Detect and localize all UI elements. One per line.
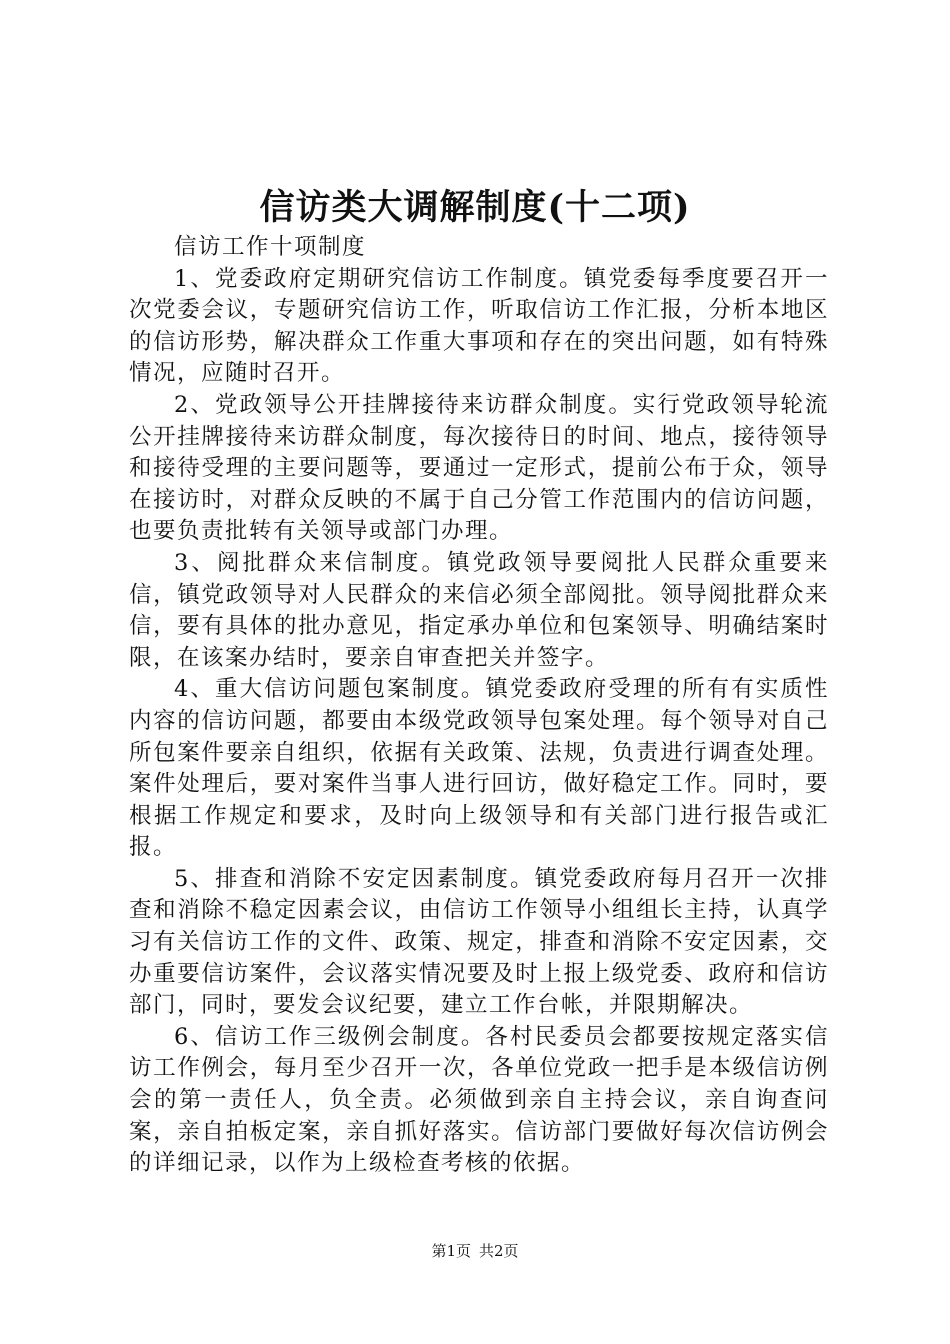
paragraph-2: 2、党政领导公开挂牌接待来访群众制度。实行党政领导轮流公开挂牌接待来访群众制度，每次接待日的时间、地点，接待领导和接待受理的主要问题等，要通过一定形式，提前公布于众，领导在接访时，对群众反映的不属于自己分管工作范围内的信访问题，也要负责批转有关领导或部门办理。: [129, 391, 829, 545]
paragraph-5: 5、排查和消除不安定因素制度。镇党委政府每月召开一次排查和消除不稳定因素会议，由信访工作领导小组组长主持，认真学习有关信访工作的文件、政策、规定，排查和消除不安定因素，交办重要信访案件，会议落实情况要及时上报上级党委、政府和信访部门，同时，要发会议纪要，建立工作台帐，并限期解决。: [129, 865, 829, 1019]
paragraph-4: 4、重大信访问题包案制度。镇党委政府受理的所有有实质性内容的信访问题，都要由本级党政领导包案处理。每个领导对自己所包案件要亲自组织，依据有关政策、法规，负责进行调查处理。案件处理后，要对案件当事人进行回访，做好稳定工作。同时，要根据工作规定和要求，及时向上级领导和有关部门进行报告或汇报。: [129, 676, 829, 861]
page-number: 第1页: [431, 1242, 471, 1260]
paragraph-1: 1、党委政府定期研究信访工作制度。镇党委每季度要召开一次党委会议，专题研究信访工作，听取信访工作汇报，分析本地区的信访形势，解决群众工作重大事项和存在的突出问题，如有特殊情况，应随时召开。: [129, 265, 829, 387]
document-title: 信访类大调解制度(十二项): [259, 187, 691, 228]
page-footer: [0, 1240, 950, 1261]
paragraph-6: 6、信访工作三级例会制度。各村民委员会都要按规定落实信访工作例会，每月至少召开一次，各单位党政一把手是本级信访例会的第一责任人，负全责。必须做到亲自主持会议，亲自询查问案，亲自拍板定案，亲自抓好落实。信访部门要做好每次信访例会的详细记录，以作为上级检查考核的依据。: [129, 1023, 829, 1177]
section-heading: 信访工作十项制度: [174, 234, 367, 260]
page-total: 共2页: [479, 1242, 519, 1260]
paragraph-3: 3、阅批群众来信制度。镇党政领导要阅批人民群众重要来信，镇党政领导对人民群众的来信必须全部阅批。领导阅批群众来信，要有具体的批办意见，指定承办单位和包案领导、明确结案时限，在该案办结时，要亲自审查把关并签字。: [129, 549, 829, 671]
document-body: [129, 232, 829, 1180]
